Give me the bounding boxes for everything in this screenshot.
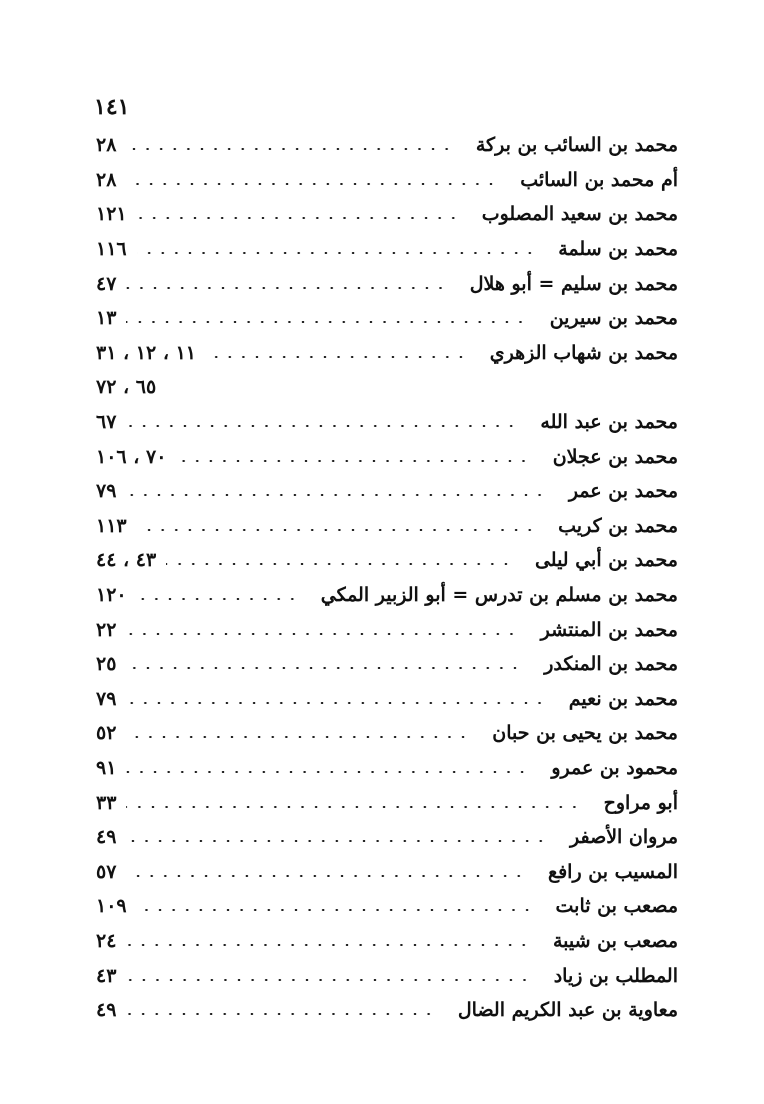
index-list [96, 128, 678, 1027]
index-entry [96, 336, 678, 371]
entry-name: محمد بن سليم = أبو هلال [469, 272, 678, 295]
dot-leader [126, 667, 522, 669]
entry-pages: ١١ ، ١٢ ، ٣١ [96, 341, 197, 364]
entry-pages: ٧٩ [96, 480, 117, 503]
dot-leader [126, 321, 527, 323]
entry-pages: ٤٣ ، ٤٤ [96, 549, 157, 572]
entry-name: محمد بن سلمة [558, 238, 678, 261]
index-entry [96, 993, 678, 1028]
dot-leader [137, 598, 299, 600]
dot-leader [137, 217, 460, 219]
entry-name: محمد بن مسلم بن تدرس = أبو الزبير المكي [320, 584, 678, 607]
entry-pages: ٧٠ ، ١٠٦ [96, 445, 167, 468]
index-entry [96, 682, 678, 717]
entry-pages: ٢٥ [96, 653, 117, 676]
index-entry [96, 578, 678, 613]
entry-pages: ٧٩ [96, 687, 117, 710]
entry-name: محمود بن عمرو [551, 756, 678, 779]
dot-leader [176, 460, 530, 462]
entry-name: محمد بن أبي ليلى [534, 549, 678, 572]
entry-name: المسيب بن رافع [547, 860, 678, 883]
index-entry [96, 924, 678, 959]
dot-leader [137, 529, 537, 531]
index-entry [96, 612, 678, 647]
entry-pages: ٥٢ [96, 722, 117, 745]
index-entry [96, 370, 678, 405]
dot-leader [126, 183, 498, 185]
index-entry [96, 232, 678, 267]
dot-leader [126, 702, 546, 704]
entry-pages: ٤٩ [96, 999, 117, 1022]
index-entry [96, 474, 678, 509]
index-entry [96, 163, 678, 198]
entry-name: المطلب بن زياد [553, 964, 678, 987]
page-number: ١٤١ [94, 94, 130, 120]
dot-leader [126, 771, 529, 773]
dot-leader [166, 563, 513, 565]
dot-leader [126, 1013, 435, 1015]
index-entry [96, 716, 678, 751]
dot-leader [206, 356, 468, 358]
entry-name: محمد بن السائب بن بركة [475, 134, 678, 157]
dot-leader [126, 287, 447, 289]
dot-leader [137, 252, 537, 254]
index-entry [96, 197, 678, 232]
entry-name: محمد بن عبد الله [540, 411, 678, 434]
entry-pages: ٢٨ [96, 134, 117, 157]
index-entry [96, 509, 678, 544]
dot-leader [126, 633, 518, 635]
entry-pages: ٢٨ [96, 168, 117, 191]
entry-name: مروان الأصفر [569, 826, 678, 849]
dot-leader [126, 806, 581, 808]
entry-pages: ٩١ [96, 756, 117, 779]
entry-pages: ١٢١ [96, 203, 127, 226]
entry-name: محمد بن كريب [558, 514, 678, 537]
index-entry [96, 301, 678, 336]
entry-pages: ٦٧ [96, 411, 117, 434]
entry-name: محمد بن شهاب الزهري [489, 341, 678, 364]
dot-leader [126, 875, 526, 877]
entry-name: مصعب بن ثابت [555, 895, 678, 918]
entry-pages: ٤٣ [96, 964, 117, 987]
entry-pages: ٥٧ [96, 860, 117, 883]
dot-leader [126, 979, 531, 981]
entry-pages: ٤٩ [96, 826, 117, 849]
entry-name: محمد بن سيرين [549, 307, 678, 330]
entry-name: أبو مراوح [603, 791, 678, 814]
index-entry [96, 854, 678, 889]
entry-name: محمد بن عجلان [552, 445, 678, 468]
index-entry [96, 128, 678, 163]
dot-leader [166, 390, 656, 392]
entry-pages: ٢٤ [96, 929, 117, 952]
entry-name: محمد بن المنكدر [544, 653, 678, 676]
entry-pages: ١١٦ [96, 238, 127, 261]
entry-pages: ٦٥ ، ٧٢ [96, 376, 157, 399]
index-entry [96, 439, 678, 474]
index-entry [96, 958, 678, 993]
dot-leader [126, 736, 470, 738]
dot-leader [126, 425, 518, 427]
entry-pages: ٣٣ [96, 791, 117, 814]
dot-leader [126, 494, 546, 496]
entry-name: محمد بن المنتشر [540, 618, 678, 641]
index-entry [96, 266, 678, 301]
dot-leader [126, 148, 453, 150]
entry-name: محمد بن عمر [568, 480, 678, 503]
index-entry [96, 543, 678, 578]
entry-pages: ١٠٩ [96, 895, 127, 918]
index-entry [96, 751, 678, 786]
dot-leader [126, 944, 531, 946]
entry-name: مصعب بن شيبة [552, 929, 678, 952]
entry-name: محمد بن سعيد المصلوب [481, 203, 678, 226]
index-entry [96, 889, 678, 924]
index-entry [96, 785, 678, 820]
entry-pages: ١٢٠ [96, 584, 127, 607]
entry-pages: ٢٢ [96, 618, 117, 641]
entry-pages: ١٣ [96, 307, 117, 330]
entry-name: محمد بن نعيم [568, 687, 678, 710]
index-entry [96, 405, 678, 440]
entry-name: محمد بن يحيى بن حبان [492, 722, 678, 745]
entry-pages: ٤٧ [96, 272, 117, 295]
dot-leader [126, 840, 548, 842]
entry-name: أم محمد بن السائب [520, 168, 678, 191]
entry-name: معاوية بن عبد الكريم الضال [457, 999, 678, 1022]
index-entry [96, 820, 678, 855]
dot-leader [137, 909, 534, 911]
index-entry [96, 647, 678, 682]
entry-pages: ١١٣ [96, 514, 127, 537]
